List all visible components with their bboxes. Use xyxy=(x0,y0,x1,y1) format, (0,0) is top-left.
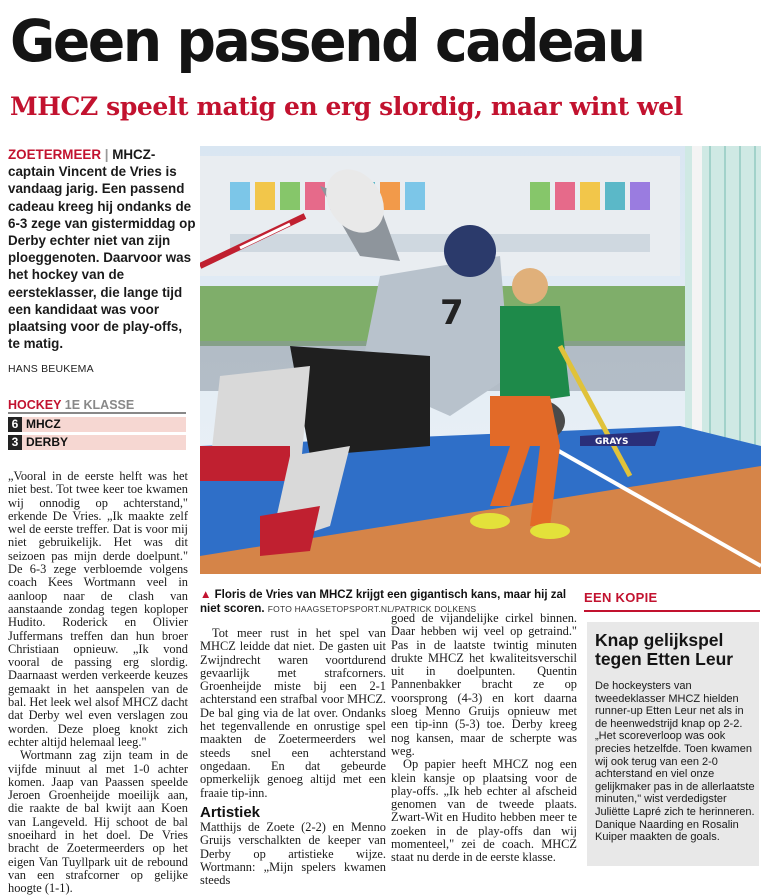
section-heading: Artistiek xyxy=(200,803,261,821)
sidebar-label: EEN KOPIE xyxy=(584,590,658,605)
score-row-away xyxy=(8,435,186,450)
sidebar-text: De hockeysters van tweedeklasser MHCZ hielden runner-up Etten Leur net als in de heenwedstrijd knap op 2-2. „Het scoreverloop was ook precies hetzelfde. Toen kwamen wij ook terug van een 2-0 achterstand en viel onze gelijkmaker pas in de allerlaatste minuten," wist verdedigster Juliëtte Lapré zich te herinneren. Danique Naarding en Rosalin Kuiper maakten de goals. xyxy=(595,680,755,844)
team-away: DERBY xyxy=(26,435,69,449)
photo-credit: FOTO HAAGSETOPSPORT.NL/PATRICK DOLKENS xyxy=(267,604,477,614)
headline: Geen passend cadeau xyxy=(10,7,644,75)
subheadline: MHCZ speelt matig en erg slordig, maar wint wel xyxy=(10,92,683,121)
body-column-1 xyxy=(8,470,188,896)
sidebar-box xyxy=(587,622,759,866)
paragraph: Tot meer rust in het spel van MHCZ leidde dat niet. De gasten uit Zwijndrecht waren voortdurend gevaarlijk met strafcorners. Groenheijde miste bij een 2-1 achterstand een strafbal voor MHCZ. De bal ging via de lat over. Ondanks het tegenvallende en onrustige spel maakten de Zoetermeerders wel steeds snel een achterstand ongedaan. En dat gebeurde opmerkelijk genoeg altijd met een fraaie tip-inn. xyxy=(200,626,386,800)
caption-text: Floris de Vries van MHCZ krijgt een gigantisch kans, maar hij zal niet scoren. xyxy=(200,589,567,615)
team-home: MHCZ xyxy=(26,417,61,431)
paragraph: Matthijs de Zoete (2-2) en Menno Gruijs verschalkten de keeper van Derby op artistieke wijze. Wortmann: „Mijn spelers kwamen steeds xyxy=(200,820,386,888)
paragraph: Op papier heeft MHCZ nog een klein kansje op plaatsing voor de play-offs. „Ik heb echter al afscheid genomen van de tweede plaats. Zwart-Wit en Hudito hebben meer te zoeken in de play-offs dan wij momenteel," zei de coach. MHCZ staat nu derde in de eerste klasse. xyxy=(391,757,577,865)
score-divider xyxy=(8,412,186,414)
body-column-3 xyxy=(391,612,577,865)
paragraph: Wortmann zag zijn team in de vijfde minuut al met 1-0 achter komen. Jaap van Paassen speelde Jeroen Groenheijde moeilijk aan, die raakte de bal kwijt aan Koen van Langeveld. Hij schoot de bal snoeihard in het doel. De Vries bracht de Zoetermeerders op het eigen Van Tuyllpark uit de rebound van een strafcorner op gelijke hoogte (1-1). xyxy=(8,748,188,896)
player-number: 7 xyxy=(440,293,464,333)
dateline-separator: | xyxy=(101,147,113,162)
sidebar-title: Knap gelijkspel tegen Etten Leur xyxy=(595,630,734,669)
score-home: 6 xyxy=(8,417,22,432)
intro-paragraph xyxy=(8,146,196,352)
score-row-home xyxy=(8,417,186,432)
caption-marker-icon: ▲ xyxy=(200,589,212,601)
league-name: 1E KLASSE xyxy=(64,398,135,412)
byline: HANS BEUKEMA xyxy=(8,363,94,375)
paragraph: goed de vijandelijke cirkel binnen. Daar hebben wij veel op getraind." Pas in de laatste twintig minuten drukte MHCZ het kwaliteitsverschil uit in doelpunten. Quentin Pannenbakker bracht ze op voorsprong (4-3) en kort daarna sloeg Menno Gruijs opnieuw met een tip-inn (5-3) toe. Derby kreeg nog kansen, maar de scherpte was weg. xyxy=(391,611,577,758)
sport-name: HOCKEY xyxy=(8,398,62,412)
stick-brand: GRAYS xyxy=(595,437,629,447)
score-away: 3 xyxy=(8,435,22,450)
intro-text: MHCZ-captain Vincent de Vries is vandaag jarig. Een passend cadeau kreeg hij ondanks de 6-3 zege van gistermiddag op Derby echter niet van zijn ploeggenoten. Daarvoor was het hockey van de eersteklasser, die lange tijd een kandidaat was voor plaatsing voor de play-offs, te matig. xyxy=(8,147,196,352)
body-column-2 xyxy=(200,627,386,888)
dateline-place: ZOETERMEER xyxy=(8,147,101,162)
sidebar-rule xyxy=(584,610,760,612)
hockey-action-image xyxy=(200,146,761,574)
sport-label xyxy=(8,398,134,412)
match-photo xyxy=(200,146,761,574)
paragraph: „Vooral in de eerste helft was het niet best. Tot twee keer toe kwamen wij onnodig op achterstand," erkende De Vries. „Ik maakte zelf wel de eerste treffer. Dat is voor mij niet gebruikelijk. Het was dit seizoen pas mijn derde doelpunt." De 6-3 zege verbloemde volgens coach Kees Wortmann veel in aanloop naar de clash van aanstaande zondag tegen koploper Hudito. Roderick en Olivier Juffermans treffen dan hun broer Christiaan opnieuw. „Ik vond vooral de passing erg slordig. Daarnaast werden verkeerde keuzes gemaakt in het aanspelen van de bal. Het leek wel alsof MHCZ dacht dat Derby wel even verslagen zou worden. Deze ploeg knokt zich echter altijd helemaal leeg." xyxy=(8,469,188,749)
